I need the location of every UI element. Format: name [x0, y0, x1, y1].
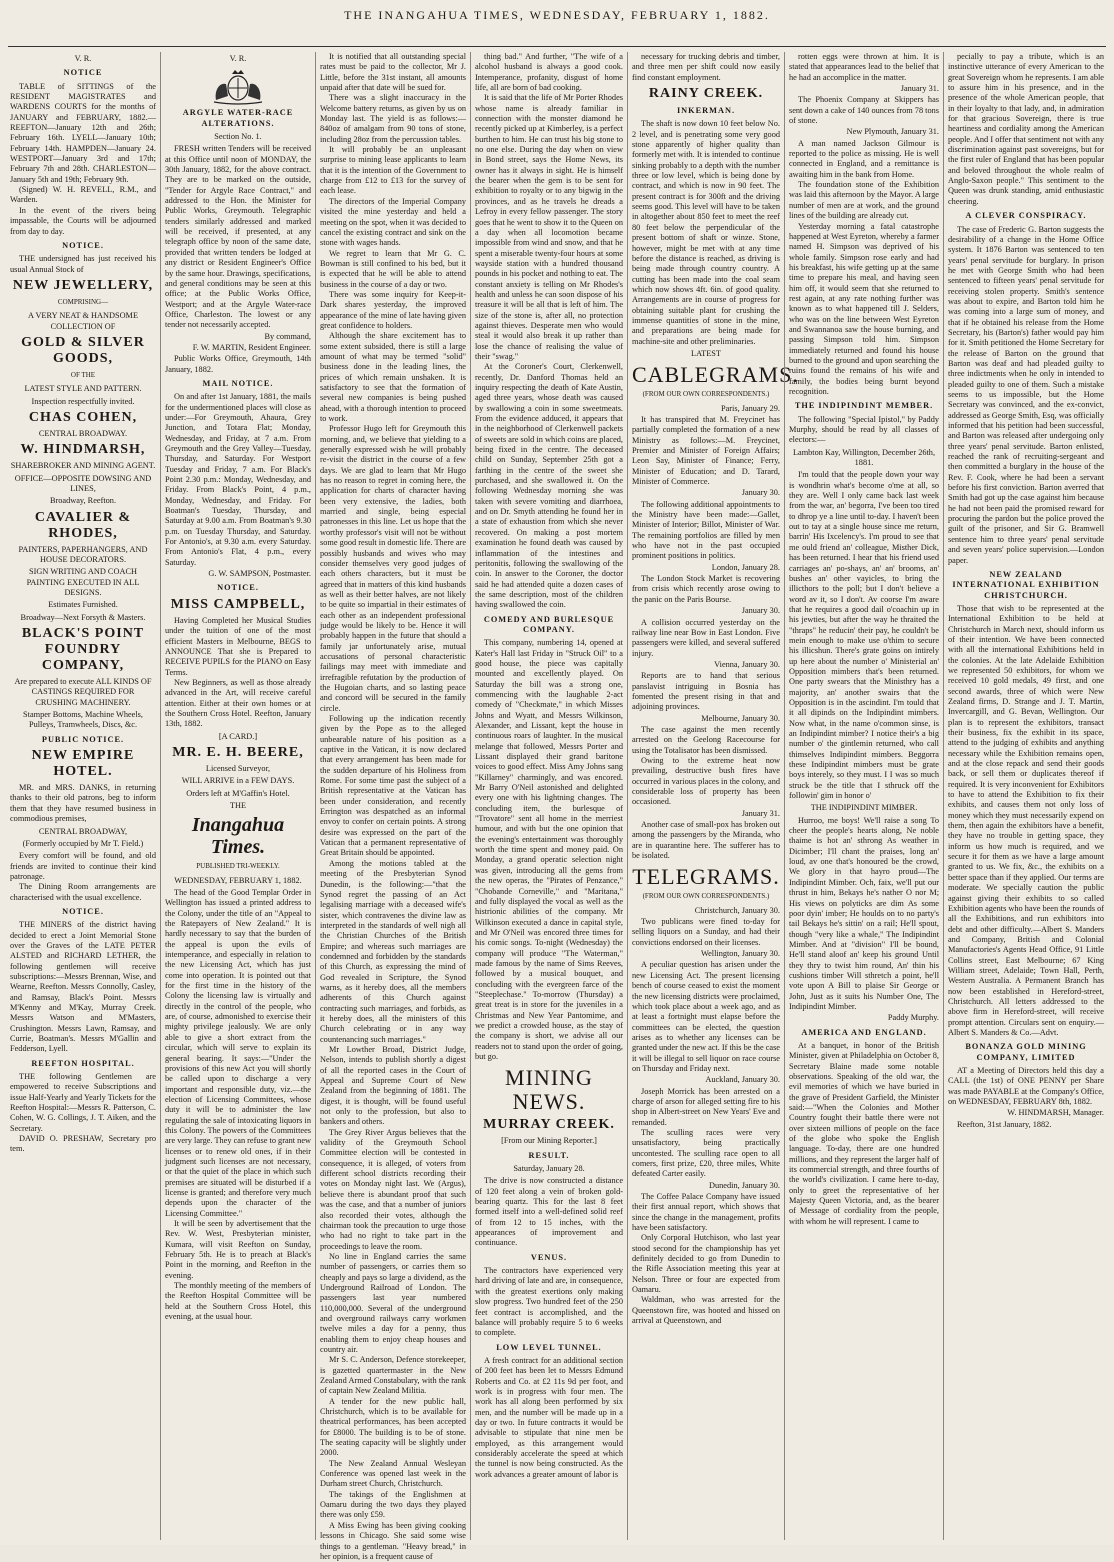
- signature-line: Wellington, January 30.: [700, 949, 780, 959]
- paragraph: At the Coroner's Court, Clerkenwell, recently, Dr. Danford Thomas held an inquiry respecting the death of Kate Austin, aged three years, whose death was caused by swallowing a coin in some sweetmeats. From the evidence adduced, it appears that in the neighborhood of Clerkenwell packets of sweets are sold in which coins are placed, being fixed in the centre. The deceased child on Sunday, September 25th got a farthing in the centre of the sweet she purchased, and she swallowed it. On the following Wednesday morning she was taken with severe vomiting and diarrhoea, and on Dr. Smyth attending he found her in a state of exhaustion from which she never recovered. On making a post mortem examination he found death was caused by inflammation of the intestines and peritonitis, following the swallowing of the coin. In answer to the Coroner, the doctor said he had attended quite a dozen cases of the same description, most of the children having swallowed the coin.: [475, 362, 623, 610]
- centered-line: Broadway—Next Forsyth & Masters.: [20, 612, 146, 622]
- paragraph: Reports are to hand that serious panslavist intriguing in Bosnia has fomented the present rising in that and adjoining provinces.: [632, 671, 780, 712]
- paragraph: The case of Frederic G. Barton suggests the desirability of a change in the Home Office system. It 1876 Barton was sentenced to ten years' penal servitude for burglary. In prison he met with George Smith who had been sentenced to fifteen years' penal servitude for receiving stolen property. Smith's sentence was about to expire, and Barton told him he was coming into a large sum of money, and that if he obtained his release from the Home Secretary, his (Barton's) father would pay him for it. Smith petitioned the Home Secretary for the release of Barton on the ground that Barton was deaf and had pleaded guilty to three indictments when he only in intended to pleaded guilty to one of them. Such a mistake seems to us impossible, but the Home Secretary was convinced, and the ex-convict, addressed as George Smith, Esq, was officially informed that his petition had been successful, and Barton was released after undergoing only three years' penal servitude. Barton enlisted, reached the rank of recruiting-sergeant and then committed a burglary in the house of the Rev. F. Cook, where he had been a servant before his first conviction. Barton averred that Smith had got up the case against him because he had not been paid the promised reward for procuring the pardon but the police proved the guilt of the prisoner, and Sir G. Bramwell sentence him to three years' penal servitude and seven years' police supervision.—London paper.: [948, 224, 1104, 565]
- paragraph: FRESH written Tenders will be received at this Office until noon of MONDAY, the 30th January, 1882, for the above contract. They are to be marked on the outside, "Tender for Argyle Race Contract," and addressed to the Hon. the Minister for Public Works, Greymouth. Telegraphic tenders similarly addressed and marked will be received, if presented, at any telegraph office by noon of the same date, provided that written tenders be lodged at any district or Resident Engineer's Office by the same hour. Drawings, specifications, and general conditions may be seen at this office; at the Public Works Office, Westport; and at the Argyle Water-race Office, Charleston. The lowest or any tender not necessarily accepted.: [165, 144, 311, 330]
- display-heading: W. HINDMARSH,: [20, 442, 146, 458]
- paragraph: Another case of small-pox has broken out among the passengers by the Miranda, who are in quarantine here. The sufferer has to be isolated.: [632, 820, 780, 861]
- paragraph: The following "Special Ipistol," by Paddy Murphy, should be read by all classes of electors:—: [789, 414, 939, 445]
- paragraph: MR. and MRS. DANKS, in returning thanks to their old patrons, beg to inform them that they have resumed business in commodious premises,: [10, 783, 156, 824]
- section-heading: INKERMAN.: [676, 106, 736, 116]
- paragraph: It has transpired that M. Freycinet has partially completed the formation of a new Ministry as follows:—M. Freycinet, Premier and Minister of Foreign Affairs; Leon Say, Minister of Finance; Ferry, Minister of Education; and D. Tarard, Minister of Commerce.: [632, 414, 780, 487]
- paragraph: This company, numbering 14, opened at Kater's Hall last Friday in "Struck Oil" to a good house, the piece was capitally mounted and excellently played. On Saturday the bill was a strong one, commencing with the laughable 2-act comedy of "Checkmate," in which Misses Johns and Wyatt, and Messrs Wilkinson, Alexander, and Lissant, kept the house in continuous roars of laughter. In the musical melange that followed, Messrs Porter and Lissant displayed their grand baritone voices to good effect. Miss Amy Johns sang "Killarney" charmingly, and was encored. Mr Barry O'Neil astonished and delighted every one with his lightning changes. The concluding item, the burlesque of "Trovatore" sent all home in the merriest humour, and with but the one opinion that the evening's entertainment was thoroughly worth the time spent and money paid. On Monday, a grand operatic selection night was given, introducing all the gems from the new operas, the "Pirates of Penzance," "Chobande Corneville," and "Maritana," and fully displayed the vocal as well as the histrionic abilities of the company. Mr Wilkinson executed a dance in capital style, and Mr O'Neil was encored three times for his comic songs. To-night (Wednesday) the company will produce "The Waterman," made famous by the name of Sims Reeves, followed by a musical bouquet, and concluding with the evergreen farce of the "Steeplechase." To-morrow (Thursday) a great treat is in store for the juveniles in a Christmas and New Year Pantomime, and we predict a crowded house, as the stay of the company is short, we advise all our readers not to stand upon the order of going, but go.: [475, 638, 623, 1061]
- centered-line: Are prepared to execute ALL KINDS OF CASTINGS REQUIRED FOR CRUSHING MACHINERY.: [14, 677, 152, 707]
- paragraph: The foundation stone of the Exhibition was laid this afternoon by the Mayor. A large number of men are at work, and the ground lines of the building are already cut.: [789, 180, 939, 221]
- paragraph: Among the motions tabled at the meeting of the Presbyterian Synod Dunedin, is the following:—"that the Synod regret the passing of an Act legalising marriage with a deceased wife's sister, which contravenes the divine law as interpreted in the standards of well nigh all the Christian Churches of the British Empire; and whereas such marriages are condemned and forbidden by the standards of this Church, as expressing the mind of God revealed in Scripture, the Synod warns, as it hereby does, all the members adherents of this Church against contracting such marriages, and forbids, as it hereby does, all the ministers of this Church celebrating or in any way countenancing such marriages.": [320, 858, 466, 1044]
- paragraph: The Dining Room arrangements are characterised with the usual excellence.: [10, 882, 156, 902]
- paragraph: We regret to learn that Mr G. C. Bowman is still confined to his bed, but it is expected that he will be able to attend business in the course of a day or two.: [320, 248, 466, 289]
- centered-line: Estimates Furnished.: [48, 600, 118, 610]
- column-6: [789, 52, 939, 1542]
- paragraph: Waldman, who was arrested for the Queenstown fire, was hooted and hissed on arrival at Queenstown, and: [632, 1295, 780, 1326]
- paragraph: The following additional appointments to the Ministry have been made:—Gallet, Minister of Interior; Billot, Minister of War. The remaining portfolios are filled by men who have not in the past occupied prominent positions in politics.: [632, 499, 780, 561]
- centered-line: OFFICE—OPPOSITE DOWSING AND LINES,: [14, 473, 152, 493]
- display-heading: CAVALIER & RHODES,: [34, 509, 132, 541]
- paragraph: The London Stock Market is recovering from crisis which recently arose owing to the panic on the Paris Bourse.: [632, 574, 780, 604]
- paragraph: Reefton, 31st January, 1882.: [957, 1119, 1052, 1129]
- paragraph: There was a slight inaccuracy in the Welcome battery returns, as given by us on Monday last. The yield is as follows:—840oz of amalgam from 90 tons of stone, including 28oz from the percussion tables.: [320, 93, 466, 144]
- centered-line: Inspection respectfully invited.: [31, 396, 135, 406]
- column-1: [10, 52, 156, 1542]
- signature-line: Paddy Murphy.: [887, 1013, 939, 1023]
- centered-line: SHAREBROKER AND MINING AGENT.: [10, 461, 156, 471]
- paragraph: Joseph Morrick has been arrested on a charge of arson for alleged setting fire to his shop in Albert-street on New Years' Eve and remanded.: [632, 1086, 780, 1127]
- display-heading: MISS CAMPBELL,: [170, 596, 306, 612]
- signature-line: Vienna, January 30.: [714, 659, 780, 669]
- paragraph: TABLE of SITTINGS of the RESIDENT MAGISTRATES and WARDENS COURTS for the months of JANUARY and FEBRUARY, 1882.—REEFTON—January 12th and 26th; February 16th. LYELL—January 10th; February 14th. HAMPDEN—January 24. WESTPORT—January 3rd and 17th; February 7th and 28th. CHARLESTON—January 5th and 19th; February 9th.: [10, 81, 156, 184]
- section-heading: THE INDIPINDINT MEMBER.: [794, 401, 934, 411]
- paragraph: A peculiar question has arisen under the new Licensing Act. The present licensing bench of course ceased to exist the moment the new licensing districts were proclaimed, which took place about a week ago, and as at least a fortnight must elapse before the committees can be elected, the question arises as to whether any licenses can be granted under the new act. If this be the case it will be illegal to sell liquor on race course on Thursday and Friday next.: [632, 960, 780, 1073]
- paragraph: The directors of the Imperial Company visited the mine yesterday and held a meeting on the spot, when it was decided to cancel the existing contract and sink on the stone with wages hands.: [320, 196, 466, 248]
- centered-line: LATEST: [691, 348, 721, 358]
- section-heading: VENUS.: [530, 1252, 568, 1262]
- masthead-rule: [8, 46, 1106, 47]
- paragraph: The Grey River Argus believes that the validity of the Greymouth School Committee election will be contested in consequence, it is alleged, of voters from different school districts recording their votes on Monday night last. We (Argus), believe there is abundant proof that such was the case, and that a number of juniors also recorded their votes, although the chairman took the precaution to urge those who had no right to take part in the proceedings to leave the room.: [320, 1127, 466, 1251]
- column-7: [948, 52, 1104, 1542]
- paragraph: AT a Meeting of Directors held this day a CALL (the 1st) of ONE PENNY per Share was made PAYABLE at the Company's Office, on WEDNESDAY, FEBRUARY 8th, 1882.: [948, 1066, 1104, 1107]
- newspaper-title: Inangahua Times.: [191, 814, 285, 859]
- signature-line: G. W. SAMPSON, Postmaster.: [208, 569, 311, 579]
- paragraph: New Beginners, as well as those already advanced in the Art, will receive careful attention. Either at their own homes or at the Southern Cross Hotel. Reefton, January 13th, 1882.: [165, 677, 311, 729]
- column-3: [320, 52, 466, 1561]
- signature-line: Dunedin, January 30.: [709, 1180, 780, 1190]
- paragraph: (Signed) W. H. REVELL, R.M., and Warden.: [10, 185, 156, 205]
- paragraph: Two publicans were fined to-day for selling liquors on a Sunday, and had their convictions endorsed on their licenses.: [632, 917, 780, 947]
- paragraph: necessary for trucking debris and timber, and three men per shift could now easily find constant employment.: [632, 52, 780, 82]
- display-heading: BLACK'S POINT FOUNDRY COMPANY,: [21, 626, 145, 674]
- paragraph: There was some inquiry for Keep-it-Dark shares yesterday, the improved appearance of the mine of late having given great confidence to holders.: [320, 289, 466, 330]
- royal-coat-of-arms-icon: [208, 66, 268, 104]
- signature-line: Christchurch, January 30.: [694, 905, 780, 915]
- signature-line: By command,: [264, 331, 311, 341]
- paragraph: Every comfort will be found, and old friends are invited to continue their kind patronage.: [10, 851, 156, 881]
- centered-line: CENTRAL BROADWAY,: [38, 826, 128, 836]
- centered-line: [From our Mining Reporter.]: [501, 1136, 597, 1146]
- signature-line: F. W. MARTIN, Resident Engineer.: [192, 342, 311, 352]
- section-heading: NOTICE.: [62, 906, 104, 916]
- paragraph: rotten eggs were thrown at him. It is stated that appearances lead to the belief that he had an accomplice in the matter.: [789, 52, 939, 82]
- section-heading: LOW LEVEL TUNNEL.: [496, 1342, 602, 1352]
- section-heading: ARGYLE WATER-RACE ALTERATIONS.: [182, 108, 294, 128]
- centered-line: Stamper Bottoms, Machine Wheels, Pulleys, Tramwheels, Discs, &c.: [23, 710, 143, 730]
- masthead: THE INANGAHUA TIMES, WEDNESDAY, FEBRUARY 1, 1882.: [344, 8, 770, 22]
- section-heading: RESULT.: [528, 1150, 570, 1160]
- paragraph: It is said that the life of Mr Porter Rhodes whose name is already familiar in connection with the monster diamond he recently picked up at Kimberley, is a perfect burthen to him. He can trust his big stone to no one else. During the day when on view in Bond street, says the Home News, its owner has it always in sight. He is himself the bearer when the gem is to be sent for exhibition to royalty or to any bigwig in the provinces, and as he travels he dreads a Lefroy in every fellow passenger. The story goes that he went to show it to the Queen on a day when all locomotion became impossible from wind and snow, and that he spent a miserable twenty-four hours at some wayside station with a hundred thousand pounds in his pocket and nothing to eat. The constant anxiety is telling on Mr Rhodes's health and unless he can soon dispose of his treasure it will be all that is left of him. The size of the stone is, after all, no protection against thieves. Desperate men who would steal it would also break it up rather than lose the chance of realising the value of their "swag.": [475, 93, 623, 361]
- paragraph: The sculling races were very unsatisfactory, being practically uncontested. The sculling race open to all comers, first prize, £20, three miles, White defeated Carter easily.: [632, 1127, 780, 1179]
- section-heading: BONANZA GOLD MINING COMPANY, LIMITED: [965, 1042, 1087, 1062]
- centered-line: Section No. 1.: [214, 132, 262, 142]
- centered-line: Orders left at M'Gaffin's Hotel.: [186, 788, 290, 798]
- paragraph: The monthly meeting of the members of the Reefton Hospital Committee will be held at the Southern Cross Hotel, this evening, at the usual hour.: [165, 1281, 311, 1322]
- paragraph: The Coffee Palace Company have issued their first annual report, which shows that since the change in the management, profits have been satisfactory.: [632, 1192, 780, 1233]
- section-heading: REEFTON HOSPITAL.: [31, 1058, 135, 1068]
- banner-heading: CABLEGRAMS.: [632, 362, 799, 388]
- section-heading: A CLEVER CONSPIRACY.: [965, 211, 1087, 221]
- column-rule: [784, 52, 785, 1540]
- centered-line: V. R.: [229, 54, 247, 63]
- paragraph: It will probably be an unpleasant surprise to mining lease applicants to learn that it is the intention of the Government to charge from £12 to £13 for the survey of each lease.: [320, 145, 466, 196]
- centered-line: (Formerly occupied by Mr T. Field.): [22, 838, 144, 848]
- column-4: [475, 52, 623, 1542]
- paragraph: The case against the men recently arrested on the Geelong Racecourse for using the Totalisator has been dismissed.: [632, 724, 780, 755]
- signature-line: January 31.: [741, 808, 780, 818]
- paragraph: A man named Jackson Gilmour is reported to the police as missing. He is well connected in England, and a remittance is awaiting him in the bank from Home.: [789, 138, 939, 179]
- signature-line: New Plymouth, January 31.: [846, 127, 939, 137]
- paragraph: The head of the Good Templar Order in Wellington has issued a printed address to the Colony, under the title of an "Appeal to the Ratepayers of New Zealand." It is hardly necessary to say that the burden of the appeal is upon the evils of intemperance, and especially in relation to the new Licensing Act, which has just come into operation. It is pointed out that for the first time in the history of the Colony the licensing law is virtually and directly in the control of the people, who are, of course, admonished to exercise their mighty privilege jealously. We are only able to give a short extract from the circular, which will serve to explain its general bearing. It says:—"Under the provisions of this new Act you will shortly be called upon to discharge a very important and responsible duty, viz.—the election of Licensing Committees, whose duty it will be to administer the law regulating the sale of intoxicating liquors in this Colony. The powers of the Committees are very large. They can refuse to grant new licenses or to renew old ones, if in their judgment such licenses are not necessary, or that the quiet of the place in which such premises are situated will be disturbed if a license is granted; and therefore very much depends upon the character of the Licensing Committee.": [165, 888, 311, 1218]
- column-rule: [943, 52, 944, 1540]
- centered-line: PAINTERS, PAPERHANGERS, AND HOUSE DECORATORS.: [18, 544, 148, 564]
- centered-line: SIGN WRITING AND COACH PAINTING EXECUTED IN ALL DESIGNS.: [26, 567, 140, 598]
- signature-line: W. HINDMARSH, Manager.: [1007, 1108, 1104, 1118]
- centered-line: Lambton Kay, Willington, December 26th, 1881.: [792, 447, 936, 468]
- column-rule: [160, 52, 161, 1540]
- section-heading: NOTICE.: [217, 583, 259, 593]
- centered-line: [A CARD.]: [218, 731, 258, 741]
- centered-line: THE: [229, 800, 247, 810]
- paragraph: Owing to the extreme heat now prevailing, destructive bush fires have occurred in various places in the colony, and considerable loss of property has been occasioned.: [632, 755, 780, 807]
- paragraph: pecially to pay a tribute, which is an instinctive utterance of every American to the great Sovereign whom he represents. I am able to assure him in his presence, and in the presence of the whole American people, that in their loyalty to that lady, and, in admiration for that gracious Sovereign, there is true heartiness and cordiality among the American people. And I offer that sentiment not with any discrimination against past sovereigns, but for the first ruler of England that has been popular and beloved throughout the whole realm of Anglo-Saxon people." This sentiment to the Queen was drunk standing, amid enthusiastic cheering.: [948, 52, 1104, 206]
- subheading: COMPRISING—: [57, 297, 109, 306]
- paragraph: I'm tould that the people down your way is wondhrin what's become o'me at all, so they are. Well I only came back last week from the war, an' begorra, I've been too tired to dhrop ye a line until to-day. I haven't been out to tay at a single house since me return, barrin' His Ixcelency's. I'm proud to see that me ould friend an' colleague, Misther Dick, has been returned. I hear that his friend used carriages an' po-shays, an' an' brooms, an' bushes an' other vayicles, to bring the illicthors to the poll; but I don't believe a word av it, so I don't. Av coorse I'm aware that he requires a good dail o'coachin up in his jewties, but after the way he thraited the "thraps" he reducin' their pay, he couldn't be mein enough to make use o'thim to secure his illicshun. There's grate goins on intirely up here about the number o' Ministerial an' Opposition mimbers that's been returned. One party swears that the Ministhry has a majority, an' another swairs that the Opposition is in the ascindint. I'm tould that it all dipinds on the Indipindint mimbers. Now what, in the name o'common sinse, is an Indipindint mimber? I notice their's a big number o' the gintlemin returned, who call thimselves Indipindint mimbers. Beggorra these Indipindint mimbers must be grate boys interely, so they must. I I was so much struck be the title that I sthruck off the followin' gim in honor o': [789, 470, 939, 801]
- centered-line: V. R.: [74, 54, 92, 63]
- paragraph: The takings of the Englishmen at Oamaru during the two days they played there was only £59.: [320, 1489, 466, 1520]
- paragraph: A collision occurred yesterday on the railway line near Bow in East London. Five passengers were killed, and several suffered injury.: [632, 617, 780, 658]
- paragraph: In the event of the rivers being impassable, the Courts will be adjourned from day to day.: [10, 205, 156, 236]
- signature-line: Melbourne, January 30.: [701, 713, 780, 723]
- centered-line: WILL ARRIVE in a FEW DAYS.: [181, 776, 295, 786]
- paragraph: A Miss Ewing has been giving cooking lessons in Chicago. She said some wise things to a gentleman. "Heavy bread," in her opinion, is a frequent cause of: [320, 1520, 466, 1561]
- centered-line: Saturday, January 28.: [513, 1164, 585, 1174]
- paragraph: THE MINERS of the district having decided to erect a Joint Memorial Stone over the Graves of the LATE PETER ALSTED and RICHARD LETHER, the following gentlemen will receive subscriptions:—Messrs Brennan, Wise, and Wearne, Reefton. Messrs Connolly, Casley, and Ramsay, Black's Point. Messrs M'Kenny and M'Kay, Murray Creek. Messrs Watson and M'Masters, Crushington. Messrs Lawn, Ramsay, and Currie, Boatman's. Messrs M'Gallin and Fedderson, Lyell.: [10, 920, 156, 1054]
- section-heading: NEW ZEALAND INTERNATIONAL EXHIBITION CHRISTCHURCH.: [952, 569, 1100, 600]
- column-5: [632, 52, 799, 1542]
- paragraph: Those that wish to be represented at the International Exhibition to be held at Christchurch in March next, should inform us of their intention. We have been connected with all the international Exhibitions held in the colonies. At the late Adelaide Exhibition we represented 50 exhibitors, for whom we received 10 gold medals, 49 first, and one second awards, three of which were New Zealand firms, D. Strange and J. T. Martin, Invercargill, and G. Bevan, Wellington. Our plan is to represent the exhibitors, transact their business, fix the exhibit in its space, attend to the judging of exhibits and anything necessary while the Exhibition remains open, and at the close repack and send their goods back, or sell them or duplicates thereof if required. It is very inconvenient for Exhibitors to have to attend the Exhibition to fix their exhibits, and causes them not only loss of money which they must necessarily expend on them, then again the exhibitors have a benefit, they have no trouble in getting space, they inform us how much is required, and we secure it for them as we have a large amount granted to us. We fix, &c., the exhibits on a better space than if they applied. Our terms are moderate. We specially caution the public against giving their exhibits to so called Exhibition agents who have been the rounds of all the Exhibitions, and run exhibitors into debt and other difficulty.—Albert S. Manders and Company, British and Colonial Manufactories's Agents Head Office, 91 Little Collins street, East Melbourne; 67 King William street, Adelaide; Town Hall, Perth, Western Australia. A Permanent Branch has now been established in Hereford-street, Christchurch. All letters addressed to the above firm in Hereford-street, will receive prompt attention. Circulars sent on enquiry.—Albert S. Manders & Co.—Advt.: [948, 603, 1104, 1037]
- centered-line: Broadway, Reefton.: [49, 496, 117, 506]
- paragraph: No line in England carries the same number of passengers, or carries them so cheaply and pays so large a dividend, as the Underground Railroad of London. The passengers last year numbered 110,000,000. Several of the underground and overground railways carry workmen twelve miles a day for a penny, thus enabling them to enjoy cheap houses and country air.: [320, 1251, 466, 1354]
- banner-heading: MINING NEWS.: [505, 1065, 593, 1115]
- paragraph: DAVID O. PRESHAW, Secretary pro tem.: [10, 1134, 156, 1154]
- paragraph: Only Corporal Hutchison, who last year stood second for the championship has yet definitely decided to go from Dunedin to the Rifle Association meeting this year at Nelson. Three or four are expected from Oamaru.: [632, 1233, 780, 1295]
- centered-line: WEDNESDAY, FEBRUARY 1, 1882.: [174, 875, 302, 885]
- paragraph: Hurroo, me boys! We'll raise a song To cheer the people's hearts along, Ne noble thaime is hot an' sthrong As weather in Dicimber; I'll chant the praises, long an' loud, av one that's honoured be the crowd, We glory in that hayro proud—The Indipindint Mimber. Och, faix, we'll put our thrust in him, Bekays he's nather O nor M; His views on polyticks are dim As some poor dyin' imber; He houlds on to no party's tail Bekays he's sittin' on a rail; He'll spout, though "very like a whale," The Indipindint Mimber. And at "division" I'll be bound, He'll stand aloof an' keep his ground Until they thry to twist him round, An' thin his cushions timber Will sthretch a point, he'll vote upon A Bill to plaise Sir George or John, Just as it suits his Number One, The Indipindint Mimber.: [789, 815, 939, 1011]
- paragraph: THE undersigned has just received his usual Annual Stock of: [10, 254, 156, 274]
- section-heading: NOTICE.: [62, 240, 104, 250]
- paragraph: Mr Lowther Broad, District Judge, Nelson, intends to publish shortly a digest of all the reported cases in the Court of Appeal and Supreme Court of New Zealand from the beginning of 1881. The digest, it is thought, will be found useful not only to the profession, but also to bankers and others.: [320, 1045, 466, 1127]
- paragraph: At a banquet, in honor of the British Minister, given at Philadelphia on October 8, Secretary Blaine made some notable observations. Speaking of the old war, the evil memories of which we have buried in the grave of President Garfield, the Minister said:—"When the Colonies and Mother Country fought their battle there were not over sixteen millions of people on the face of the globe who spoke the English language. To-day, there are one hundred millions, and they represent the larger half of its commercial strength, and three fourths of the world's civilization. I came here to-day, only to greet the representative of her Majesty Queen Victoria, and, as the bearer of Message of cordiality from the people, with whom he will represent. I came to: [789, 1040, 939, 1226]
- paragraph: A fresh contract for an additional section of 200 feet has been let to Messrs Edmund Roberts and Co. at £2 11s 9d per foot, and work is in progress with four men. The work has all along been performed by six men, and the number will be made up in a day or two. In future contracts it would be advisable to stipulate that nine men be employed, as this arrangement would considerably accelerate the speed at which the tunnel is now being constructed. As the work advances a greater amount of labor is: [475, 1355, 623, 1479]
- signature-line: January 31.: [900, 84, 939, 94]
- section-heading: COMEDY AND BURLESQUE COMPANY.: [483, 614, 615, 634]
- paragraph: On and after 1st January, 1881, the mails for the undermentioned places will close as under:—For Greymouth, Ahaura, Grey Junction, and Totara Flat; Monday, Wednesday, and Friday, at 7 a.m. From Greymouth and the Grey Valley—Tuesday, Thursday, and Saturday. For Westport Tuesday and Friday, 7 a.m. For Black's Point 2.30 p.m.: Monday, Wednesday, and Friday. From Black's Point, 4 p.m., Monday, Wednesday, and Friday. For Boatman's Tuesday, Thursday, and Saturday at 9.00 a.m. From Boatman's 9.30 p.m. on Tuesday Thursday, and Saturday. For Antonio's, at 9.30 a.m. every Saturday. From Antonio's Flat, 4 p.m., every Saturday.: [165, 392, 311, 567]
- paragraph: It will be seen by advertisement that the Rev. W. West, Presbyterian minister, Kumara, will visit Reefton on Sunday, February 5th. He is to preach at Black's Point in the morning, and Reefton in the evening.: [165, 1219, 311, 1280]
- paragraph: The drive is now constructed a distance of 120 feet along a vein of broken gold-bearing quartz. This for the last 8 feet formed itself into a well-defined solid reef of from 12 to 15 inches, with the appearances of improvement and continuance.: [475, 1176, 623, 1248]
- column-rule: [627, 52, 628, 1540]
- subheading: PUBLISHED TRI-WEEKLY.: [196, 862, 280, 871]
- section-heading: AMERICA AND ENGLAND.: [801, 1027, 927, 1037]
- paragraph: Although the share excitement has to some extent subsided, there is still a large amount of what may be termed "solid" business done in the leading lines, the prices of which remain unshaken. It is satisfactory to see that the formation of several new companies is being pushed ahead, with a thorough intention to proceed to work.: [320, 331, 466, 424]
- paragraph: THE following Gentlemen are empowered to receive Subscriptions and issue Half-Yearly and Yearly Tickets for the Reefton Hospital:—Messrs R. Patterson, C. Cohen, W. G. Collings, J. T. Aiken, and the Secretary.: [10, 1072, 156, 1133]
- subheading: (FROM OUR OWN CORRESPONDENTS.): [642, 892, 770, 901]
- display-heading: CHAS COHEN,: [28, 409, 138, 425]
- banner-heading: TELEGRAMS.: [632, 864, 780, 890]
- paragraph: Professor Hugo left for Greymouth this morning, and, we believe that yielding to a generally expressed wish he will probably re-visit the district in the course of a few days. We are glad to learn that Mr Hugo has no reason to regret in coming here, the application for charts of character having been very extensive, the ladies, both married and single, being especial patronesses in this line. Let us hope that the worthy professor's visit will not be without some good result in domestic life. There are possibly husbands and wives who may consider themselves very good judges of each others characters, but it must be agreed that in matters of this kind husbands as well as their better halves, are not likely to be quite so impartial in their estimates of each other as an independent professional judge would be likely to be. Hence it will probably happen in the future that should a family jar unfortunately arise, mutual accusations of personal characteristic failings may meet with immediate and irrefragible refutation by the production of the Hugoian charts, and so lasting peace and concord will be secured in the family circle.: [320, 424, 466, 713]
- paragraph: Public Works Office, Greymouth, 14th January, 1882.: [165, 354, 311, 374]
- column-rule: [470, 52, 471, 1540]
- display-heading: NEW JEWELLERY,: [12, 277, 154, 293]
- paragraph: thing bad." And further, "The wife of a alcohol husband is always a good cook. Intemperance, profanity, disgust of home life, all are born of bad cooking.: [475, 52, 623, 93]
- paragraph: The shaft is now down 10 feet below No. 2 level, and is penetrating some very good stone apparently of higher quality than formerly met with. It is intended to continue sinking probably to a depth with the number three or low level, which is being done by contract, and which is now in 90 feet. The present contract is for 300ft and the driving seems good. This level will have to be taken in altogether about 850 feet to meet the reef 80 feet below the perpendicular of the present bottom of shaft or winze. Stone, however, might be met with at any time before the distance is reached, as driving is being made through country country. A cutting has been made into the coal seam which now shows 4ft. 6in. of good quality. Arrangements are in course of progress for obtaining suitable plant for crushing the immense quantities of stone in the mine, and preparations are being made for machine-site and other preliminaries.: [632, 119, 780, 346]
- signature-line: Paris, January 29.: [721, 403, 780, 413]
- paragraph: The Phoenix Company at Skippers has sent down a cake of 140 ounces from 78 tons of stone.: [789, 95, 940, 126]
- display-heading: MR. E. H. BEERE,: [172, 744, 304, 760]
- centered-line: THE INDIPINDINT MIMBER.: [810, 803, 918, 813]
- paragraph: Following up the indication recently given by the Pope as to the alleged unbearable nature of his position as a captive in the Vatican, it is now declared that every arrangement has been made for the sudden departure of his Holiness from Rome. For some time past the subject of a British representative at the Vatican has been under consideration, and recently Errington was despatched as an informal envoy to confer on certain points. A strong desire was expressed on the part of the Vatican that a permanent representative of Great Britain should be appointed.: [320, 714, 466, 858]
- column-rule: [315, 52, 316, 1540]
- paragraph: Mr S. C. Anderson, Defence storekeeper, is gazetted quartermaster in the New Zealand Armed Constabulary, with the rank of captain New Zealand Militia.: [320, 1355, 466, 1396]
- display-heading: RAINY CREEK.: [648, 86, 764, 102]
- paragraph: The contractors have experienced very hard driving of late and are, in consequence, with the greatest exertions only making slow progress. Two hundred feet of the 250 feet contract is accomplished, and the balance will probably require 5 to 6 weeks to complete.: [475, 1266, 623, 1338]
- subheading: OF THE: [70, 370, 96, 379]
- column-2: [165, 52, 311, 1542]
- signature-line: January 30.: [741, 488, 780, 498]
- paragraph: It is notified that all outstanding special rates must be paid to the collector, Mr J. Little, before the 31st instant, all amounts unpaid after that date will be sued for.: [320, 52, 466, 93]
- paragraph: A tender for the new public hall, Christchurch, which is to be available for theatrical performances, has been accepted for £8000. The building is to be of stone. The seating capacity will be slightly under 2000.: [320, 1396, 466, 1458]
- section-heading: PUBLIC NOTICE.: [41, 734, 125, 744]
- display-heading: MURRAY CREEK.: [483, 1117, 615, 1133]
- centered-line: A VERY NEAT & HANDSOME COLLECTION OF: [27, 311, 139, 331]
- display-heading: GOLD & SILVER GOODS,: [21, 334, 145, 366]
- centered-line: CENTRAL BROADWAY.: [38, 428, 128, 438]
- signature-line: January 30.: [741, 606, 780, 616]
- centered-line: LATEST STYLE AND PATTERN.: [24, 384, 142, 394]
- section-heading: MAIL NOTICE.: [202, 378, 274, 388]
- paragraph: Yesterday morning a fatal catastrophe happened at West Eyreton, whereby a farmer named H. Simpson was deprived of his whole family. Simpson rose early and had his breakfast, his wife getting up at the same time to prepare his meal, and having seen him off, it would seem that she returned to rest again, at any rate nothing further was known as to what happened till J. Selders, who was on the line between West Eyreton and Swannanoa saw the house burning, and passing Simpson told him. Simpson immediately returned and found his house burned to the ground and upon searching the ruins found the remains of his wife and family, the bodies being burnt beyond recognition.: [789, 221, 939, 396]
- signature-line: Auckland, January 30.: [705, 1075, 780, 1085]
- subheading: (FROM OUR OWN CORRESPONDENTS.): [642, 390, 770, 399]
- display-heading: NEW EMPIRE HOTEL.: [31, 748, 135, 780]
- section-heading: NOTICE: [63, 68, 103, 78]
- paragraph: The New Zealand Annual Wesleyan Conference was opened last week in the Durham street Church, Christchurch.: [320, 1458, 466, 1489]
- signature-line: London, January 28.: [711, 562, 780, 572]
- centered-line: Licensed Surveyor,: [205, 763, 271, 773]
- paragraph: Having Completed her Musical Studies under the tuition of one of the most efficient Masters in Melbourne, BEGS to ANNOUNCE That she is Prepared to RECEIVE PUPILS for the PIANO on Easy Terms.: [165, 615, 311, 677]
